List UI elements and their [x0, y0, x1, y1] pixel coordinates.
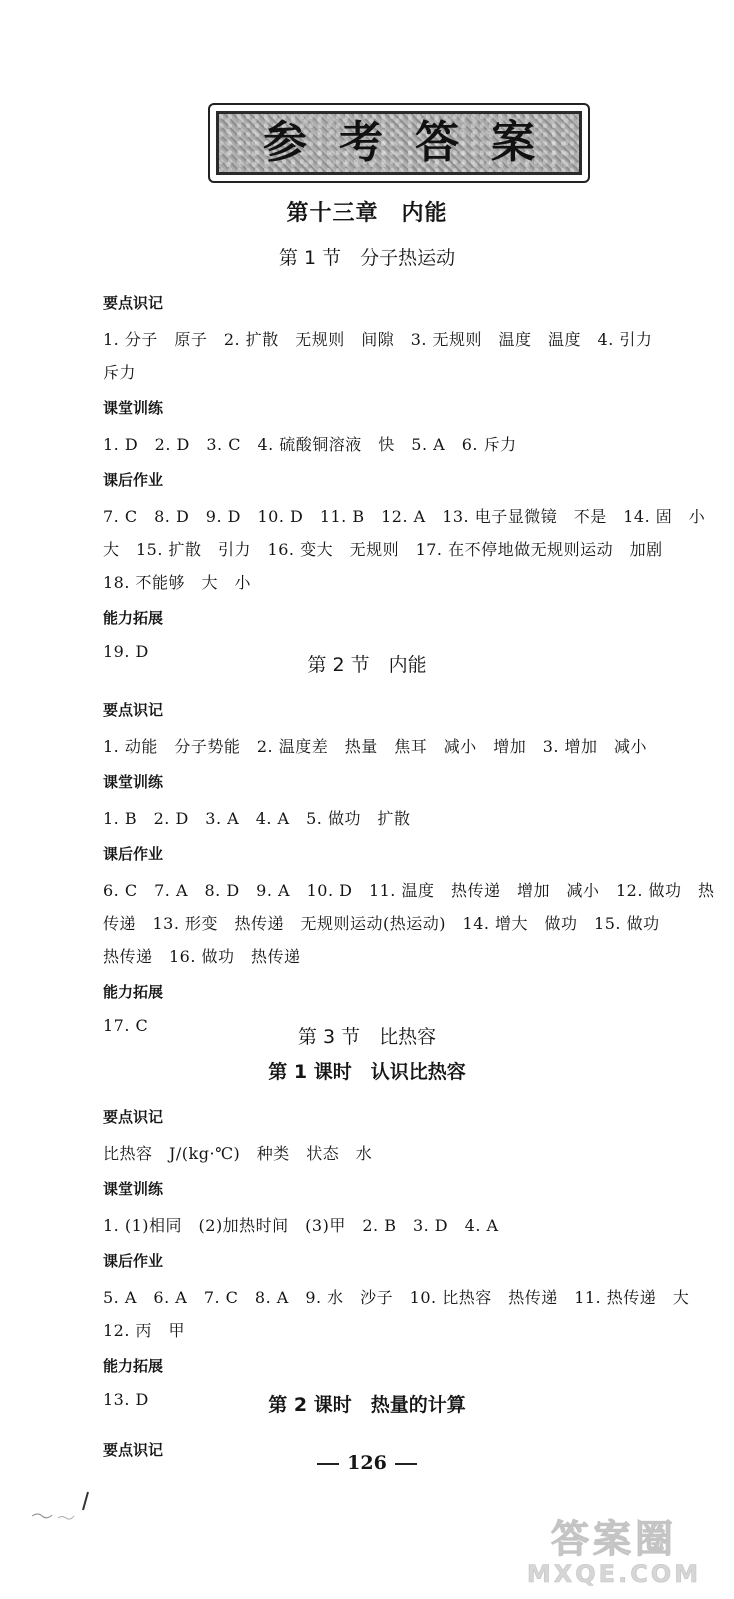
answer-line: 1. 动能 分子势能 2. 温度差 热量 焦耳 减小 增加 3. 增加 减小	[103, 737, 648, 756]
watermark-logo-text: 答案圈	[550, 1517, 677, 1561]
section-title: 第 1 课时 认识比热容	[268, 1061, 466, 1083]
answer-line: 18. 不能够 大 小	[103, 573, 252, 592]
banner-char: 参	[263, 117, 307, 168]
page-number	[0, 1452, 734, 1474]
banner-char: 考	[339, 117, 383, 168]
block-heading: 能力拓展	[103, 983, 164, 1001]
block-heading: 要点识记	[103, 1441, 164, 1459]
block-heading: 课后作业	[103, 1252, 164, 1270]
section-title: 第 1 节 分子热运动	[278, 247, 456, 269]
block-heading: 要点识记	[103, 701, 164, 719]
answer-line: 1. (1)相同 (2)加热时间 (3)甲 2. B 3. D 4. A	[103, 1216, 499, 1235]
answer-line: 热传递 16. 做功 热传递	[103, 947, 301, 966]
answer-line: 1. B 2. D 3. A 4. A 5. 做功 扩散	[103, 809, 411, 828]
answer-line: 1. 分子 原子 2. 扩散 无规则 间隙 3. 无规则 温度 温度 4. 引力	[103, 330, 653, 349]
block-heading: 课后作业	[103, 471, 164, 489]
watermark-url: MXQE.COM	[526, 1560, 702, 1588]
answer-banner	[208, 103, 590, 183]
answer-line: 19. D	[103, 642, 149, 661]
block-heading: 课堂训练	[103, 1180, 164, 1198]
block-heading: 课堂训练	[103, 399, 164, 417]
answer-line: 1. D 2. D 3. C 4. 硫酸铜溶液 快 5. A 6. 斥力	[103, 435, 517, 454]
section-title: 第 2 课时 热量的计算	[268, 1394, 466, 1416]
block-heading: 课堂训练	[103, 773, 164, 791]
answer-banner-plate	[216, 111, 582, 175]
page-number-dash-right	[395, 1463, 417, 1465]
page-number-dash-left	[317, 1463, 339, 1465]
banner-char: 案	[491, 117, 535, 168]
answer-line: 12. 丙 甲	[103, 1321, 186, 1340]
section-title: 第 2 节 内能	[307, 654, 427, 676]
block-heading: 要点识记	[103, 294, 164, 312]
answer-line: 传递 13. 形变 热传递 无规则运动(热运动) 14. 增大 做功 15. 做功	[103, 914, 660, 933]
banner-char: 答	[415, 117, 459, 168]
answer-line: 7. C 8. D 9. D 10. D 11. B 12. A 13. 电子显微镜 不是 14. 固 小	[103, 507, 706, 526]
answer-line: 比热容 J/(kg·℃) 种类 状态 水	[103, 1144, 373, 1163]
section-title: 第 3 节 比热容	[297, 1026, 437, 1048]
site-watermark	[506, 1508, 722, 1592]
answer-line: 6. C 7. A 8. D 9. A 10. D 11. 温度 热传递 增加 减小 12. 做功 热	[103, 881, 715, 900]
block-heading: 课后作业	[103, 845, 164, 863]
block-heading: 要点识记	[103, 1108, 164, 1126]
block-heading: 能力拓展	[103, 609, 164, 627]
scan-marks	[28, 1488, 118, 1528]
page-number-value: 126	[347, 1452, 387, 1474]
block-heading: 能力拓展	[103, 1357, 164, 1375]
answer-line: 13. D	[103, 1390, 149, 1409]
answer-line: 斥力	[103, 363, 137, 382]
answer-line: 17. C	[103, 1016, 149, 1035]
answer-line: 大 15. 扩散 引力 16. 变大 无规则 17. 在不停地做无规则运动 加剧	[103, 540, 663, 559]
answer-line: 5. A 6. A 7. C 8. A 9. 水 沙子 10. 比热容 热传递 11. 热传递 大	[103, 1288, 690, 1307]
chapter-title: 第十三章 内能	[286, 201, 448, 226]
